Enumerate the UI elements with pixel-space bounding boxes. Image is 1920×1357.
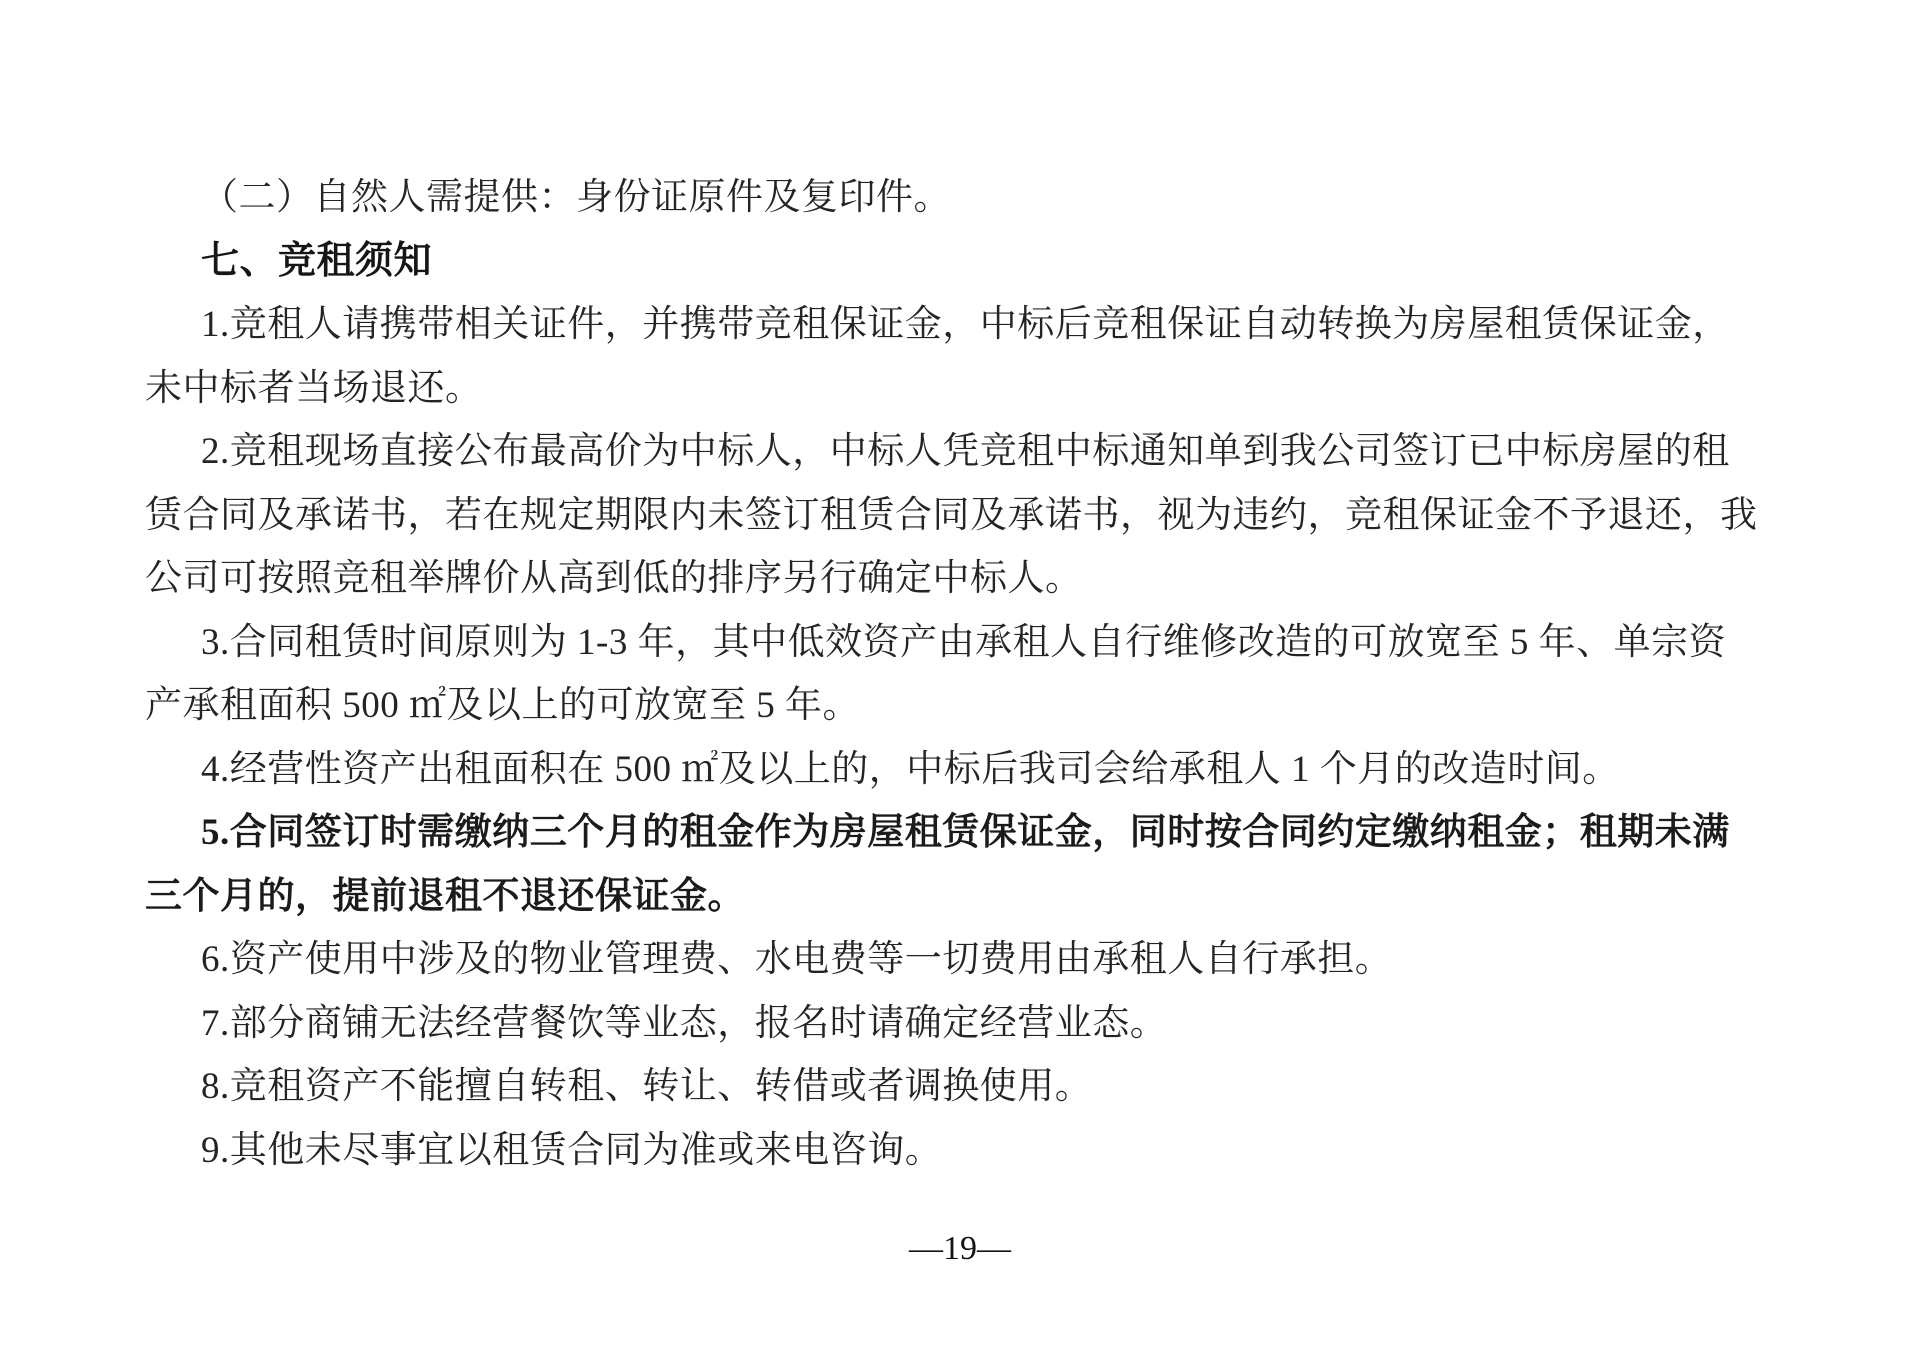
notice-line: 3.合同租赁时间原则为 1-3 年，其中低效资产由承租人自行维修改造的可放宽至 5 年、单宗资	[201, 621, 1727, 663]
notice-line: 产承租面积 500 ㎡及以上的可放宽至 5 年。	[145, 685, 860, 726]
notice-line: 三个月的，提前退租不退还保证金。	[145, 875, 745, 917]
notice-item-5	[145, 801, 1795, 928]
notice-item-8	[145, 1055, 1795, 1119]
section-heading: 七、竞租须知	[201, 239, 433, 282]
notice-item-4	[145, 738, 1795, 802]
notice-line: 6.资产使用中涉及的物业管理费、水电费等一切费用由承租人自行承担。	[201, 939, 1393, 980]
notice-item-1	[145, 293, 1795, 420]
notice-line: 2.竞租现场直接公布最高价为中标人，中标人凭竞租中标通知单到我公司签订已中标房屋的租	[201, 431, 1730, 472]
notice-line: 8.竞租资产不能擅自转租、转让、转借或者调换使用。	[201, 1066, 1093, 1107]
notice-line: 7.部分商铺无法经营餐饮等业态，报名时请确定经营业态。	[201, 1002, 1168, 1044]
page-number: —19—	[909, 1230, 1011, 1267]
notice-line: 5.合同签订时需缴纳三个月的租金作为房屋租赁保证金，同时按合同约定缴纳租金；租期未满	[201, 812, 1730, 853]
notice-line: 公司可按照竞租举牌价从高到低的排序另行确定中标人。	[145, 558, 1083, 599]
notice-line: 未中标者当场退还。	[145, 367, 483, 409]
provision-line: （二）自然人需提供：身份证原件及复印件。	[201, 177, 951, 218]
notice-line: 9.其他未尽事宜以租赁合同为准或来电咨询。	[201, 1129, 943, 1171]
notice-line: 赁合同及承诺书，若在规定期限内未签订租赁合同及承诺书，视为违约，竞租保证金不予退还，我	[145, 494, 1758, 536]
notice-item-6	[145, 928, 1795, 992]
notice-item-9	[145, 1119, 1795, 1183]
notice-item-7	[145, 992, 1795, 1056]
document-body	[145, 166, 1795, 1182]
notice-item-3	[145, 611, 1795, 738]
notice-line: 1.竞租人请携带相关证件，并携带竞租保证金，中标后竞租保证自动转换为房屋租赁保证金，	[201, 304, 1730, 345]
notice-line: 4.经营性资产出租面积在 500 ㎡及以上的，中标后我司会给承租人 1 个月的改造时间。	[201, 748, 1620, 790]
notice-item-2	[145, 420, 1795, 611]
